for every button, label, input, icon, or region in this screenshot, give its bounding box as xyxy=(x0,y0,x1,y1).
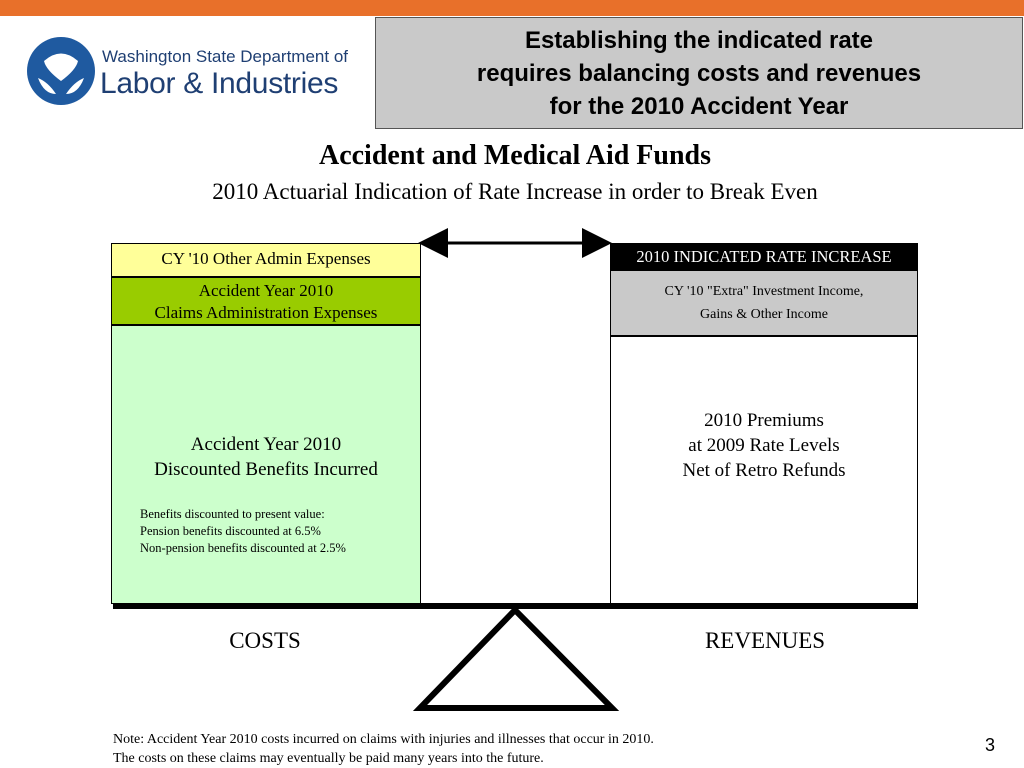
footnote xyxy=(113,730,654,768)
benefits-note-line: Pension benefits discounted at 6.5% xyxy=(140,524,321,538)
costs-claims-admin-line: Accident Year 2010 xyxy=(198,281,334,300)
diagram-subtitle: 2010 Actuarial Indication of Rate Increase in order to Break Even xyxy=(212,179,818,204)
costs-benefits-line: Accident Year 2010 xyxy=(190,434,342,455)
banner-line: requires balancing costs and revenues xyxy=(476,59,922,87)
footnote-line: Note: Accident Year 2010 costs incurred on claims with injuries and illnesses that occur in 2010. xyxy=(113,732,654,747)
footnote-line: The costs on these claims may eventually be paid many years into the future. xyxy=(113,751,544,766)
revenues-premiums-line: 2010 Premiums xyxy=(704,410,824,431)
diagram-title: Accident and Medical Aid Funds xyxy=(318,140,712,171)
revenues-label: REVENUES xyxy=(704,628,826,653)
banner-line: Establishing the indicated rate xyxy=(524,26,874,54)
costs-other-admin-label: CY '10 Other Admin Expenses xyxy=(161,249,371,268)
revenues-rate-increase-label: 2010 INDICATED RATE INCREASE xyxy=(636,247,892,266)
revenues-premiums-line: Net of Retro Refunds xyxy=(682,460,846,481)
costs-label: COSTS xyxy=(229,628,301,653)
logo-line-1: Washington State Department of xyxy=(102,47,349,66)
scale-fulcrum xyxy=(420,610,612,708)
logo-line-2: Labor & Industries xyxy=(100,67,339,100)
benefits-note-line: Benefits discounted to present value: xyxy=(140,507,325,521)
costs-benefits-line: Discounted Benefits Incurred xyxy=(154,459,378,480)
revenues-extra-income-line: CY '10 "Extra" Investment Income, xyxy=(664,284,864,299)
page-number: 3 xyxy=(985,735,996,755)
benefits-note-line: Non-pension benefits discounted at 2.5% xyxy=(140,541,346,555)
revenues-extra-income-line: Gains & Other Income xyxy=(700,307,828,322)
banner-line: for the 2010 Accident Year xyxy=(549,92,849,120)
revenues-premiums-line: at 2009 Rate Levels xyxy=(688,435,840,456)
costs-claims-admin-line: Claims Administration Expenses xyxy=(154,303,378,322)
